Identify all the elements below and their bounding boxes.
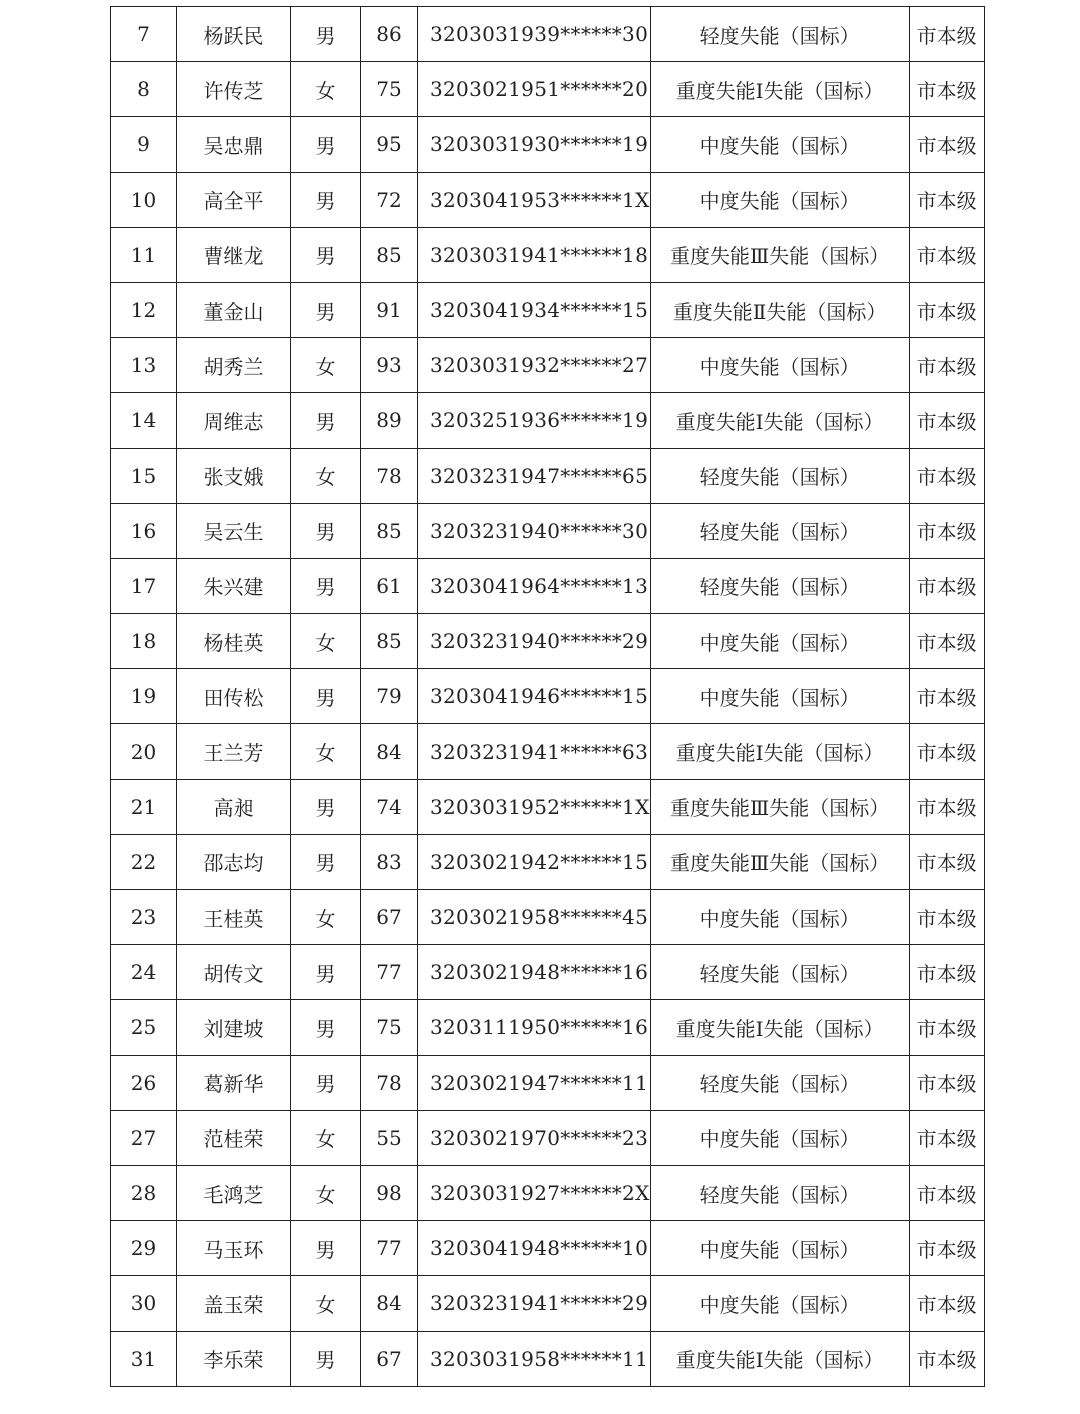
- cell-no: 21: [111, 779, 177, 834]
- cell-no: 11: [111, 227, 177, 282]
- cell-name: 高全平: [177, 172, 291, 227]
- cell-disability-level: 重度失能Ⅱ失能（国标）: [650, 282, 909, 337]
- cell-gender: 男: [291, 834, 361, 889]
- cell-jurisdiction: 市本级: [909, 503, 984, 558]
- cell-name: 王桂英: [177, 890, 291, 945]
- table-row: [111, 282, 985, 337]
- cell-jurisdiction: 市本级: [909, 448, 984, 503]
- cell-name: 刘建坡: [177, 1000, 291, 1055]
- cell-id-number: 3203031952******1X: [418, 779, 651, 834]
- cell-age: 75: [361, 62, 418, 117]
- table-row: [111, 227, 985, 282]
- cell-age: 72: [361, 172, 418, 227]
- cell-disability-level: 轻度失能（国标）: [650, 1055, 909, 1110]
- cell-gender: 男: [291, 503, 361, 558]
- cell-name: 胡秀兰: [177, 338, 291, 393]
- cell-gender: 女: [291, 448, 361, 503]
- cell-no: 9: [111, 117, 177, 172]
- table-row: [111, 62, 985, 117]
- cell-id-number: 3203031927******2X: [418, 1165, 651, 1220]
- cell-disability-level: 重度失能Ⅲ失能（国标）: [650, 779, 909, 834]
- cell-no: 8: [111, 62, 177, 117]
- cell-age: 91: [361, 282, 418, 337]
- cell-jurisdiction: 市本级: [909, 1110, 984, 1165]
- cell-id-number: 3203031930******19: [418, 117, 651, 172]
- cell-age: 61: [361, 558, 418, 613]
- cell-name: 曹继龙: [177, 227, 291, 282]
- cell-no: 16: [111, 503, 177, 558]
- cell-gender: 男: [291, 117, 361, 172]
- cell-age: 85: [361, 227, 418, 282]
- cell-age: 93: [361, 338, 418, 393]
- cell-gender: 男: [291, 172, 361, 227]
- table-row: [111, 834, 985, 889]
- cell-name: 葛新华: [177, 1055, 291, 1110]
- cell-age: 84: [361, 1276, 418, 1331]
- cell-id-number: 3203021947******11: [418, 1055, 651, 1110]
- cell-id-number: 3203231940******30: [418, 503, 651, 558]
- table-row: [111, 338, 985, 393]
- cell-no: 25: [111, 1000, 177, 1055]
- cell-jurisdiction: 市本级: [909, 62, 984, 117]
- cell-disability-level: 重度失能Ⅲ失能（国标）: [650, 227, 909, 282]
- cell-gender: 女: [291, 62, 361, 117]
- cell-disability-level: 中度失能（国标）: [650, 614, 909, 669]
- cell-age: 78: [361, 448, 418, 503]
- cell-age: 67: [361, 1331, 418, 1386]
- cell-gender: 男: [291, 779, 361, 834]
- cell-no: 29: [111, 1221, 177, 1276]
- cell-name: 杨跃民: [177, 7, 291, 62]
- cell-jurisdiction: 市本级: [909, 558, 984, 613]
- cell-age: 67: [361, 890, 418, 945]
- cell-id-number: 3203021951******20: [418, 62, 651, 117]
- cell-jurisdiction: 市本级: [909, 227, 984, 282]
- cell-disability-level: 中度失能（国标）: [650, 338, 909, 393]
- cell-age: 84: [361, 724, 418, 779]
- cell-id-number: 3203031932******27: [418, 338, 651, 393]
- cell-id-number: 3203041948******10: [418, 1221, 651, 1276]
- cell-age: 85: [361, 614, 418, 669]
- cell-gender: 女: [291, 724, 361, 779]
- cell-age: 77: [361, 945, 418, 1000]
- cell-disability-level: 中度失能（国标）: [650, 1276, 909, 1331]
- cell-no: 18: [111, 614, 177, 669]
- cell-jurisdiction: 市本级: [909, 724, 984, 779]
- cell-gender: 男: [291, 227, 361, 282]
- table-row: [111, 1110, 985, 1165]
- cell-age: 83: [361, 834, 418, 889]
- cell-id-number: 3203021942******15: [418, 834, 651, 889]
- cell-no: 23: [111, 890, 177, 945]
- cell-jurisdiction: 市本级: [909, 945, 984, 1000]
- cell-id-number: 3203041946******15: [418, 669, 651, 724]
- table-row: [111, 1331, 985, 1386]
- cell-id-number: 3203021958******45: [418, 890, 651, 945]
- cell-age: 95: [361, 117, 418, 172]
- cell-id-number: 3203031958******11: [418, 1331, 651, 1386]
- cell-no: 22: [111, 834, 177, 889]
- cell-name: 盖玉荣: [177, 1276, 291, 1331]
- cell-no: 10: [111, 172, 177, 227]
- cell-no: 28: [111, 1165, 177, 1220]
- table-row: [111, 1000, 985, 1055]
- cell-name: 张支娥: [177, 448, 291, 503]
- cell-jurisdiction: 市本级: [909, 669, 984, 724]
- cell-id-number: 3203111950******16: [418, 1000, 651, 1055]
- cell-name: 周维志: [177, 393, 291, 448]
- cell-gender: 男: [291, 558, 361, 613]
- table-row: [111, 669, 985, 724]
- cell-name: 杨桂英: [177, 614, 291, 669]
- cell-no: 30: [111, 1276, 177, 1331]
- cell-name: 田传松: [177, 669, 291, 724]
- cell-no: 13: [111, 338, 177, 393]
- cell-gender: 男: [291, 282, 361, 337]
- cell-gender: 男: [291, 945, 361, 1000]
- cell-disability-level: 轻度失能（国标）: [650, 558, 909, 613]
- table-row: [111, 724, 985, 779]
- cell-disability-level: 重度失能Ⅰ失能（国标）: [650, 724, 909, 779]
- cell-gender: 男: [291, 7, 361, 62]
- cell-id-number: 3203231940******29: [418, 614, 651, 669]
- cell-name: 马玉环: [177, 1221, 291, 1276]
- cell-name: 许传芝: [177, 62, 291, 117]
- table-row: [111, 890, 985, 945]
- cell-gender: 女: [291, 1165, 361, 1220]
- table-row: [111, 614, 985, 669]
- cell-disability-level: 轻度失能（国标）: [650, 7, 909, 62]
- cell-disability-level: 轻度失能（国标）: [650, 503, 909, 558]
- cell-disability-level: 中度失能（国标）: [650, 1221, 909, 1276]
- cell-disability-level: 轻度失能（国标）: [650, 945, 909, 1000]
- cell-disability-level: 中度失能（国标）: [650, 669, 909, 724]
- cell-age: 86: [361, 7, 418, 62]
- cell-gender: 女: [291, 614, 361, 669]
- cell-gender: 女: [291, 338, 361, 393]
- cell-no: 14: [111, 393, 177, 448]
- cell-no: 7: [111, 7, 177, 62]
- cell-disability-level: 重度失能Ⅰ失能（国标）: [650, 1000, 909, 1055]
- cell-no: 17: [111, 558, 177, 613]
- cell-jurisdiction: 市本级: [909, 834, 984, 889]
- table-row: [111, 117, 985, 172]
- cell-disability-level: 重度失能Ⅰ失能（国标）: [650, 1331, 909, 1386]
- cell-id-number: 3203041953******1X: [418, 172, 651, 227]
- table-row: [111, 1165, 985, 1220]
- cell-name: 吴忠鼎: [177, 117, 291, 172]
- table-body: [111, 7, 985, 1387]
- cell-no: 27: [111, 1110, 177, 1165]
- cell-gender: 男: [291, 1331, 361, 1386]
- cell-id-number: 3203021970******23: [418, 1110, 651, 1165]
- cell-jurisdiction: 市本级: [909, 1276, 984, 1331]
- beneficiary-table: [110, 6, 985, 1387]
- cell-id-number: 3203231941******29: [418, 1276, 651, 1331]
- table-row: [111, 1055, 985, 1110]
- cell-name: 邵志均: [177, 834, 291, 889]
- cell-no: 26: [111, 1055, 177, 1110]
- table-row: [111, 503, 985, 558]
- cell-gender: 男: [291, 669, 361, 724]
- table-row: [111, 7, 985, 62]
- cell-jurisdiction: 市本级: [909, 779, 984, 834]
- cell-disability-level: 轻度失能（国标）: [650, 1165, 909, 1220]
- cell-age: 98: [361, 1165, 418, 1220]
- cell-age: 75: [361, 1000, 418, 1055]
- cell-disability-level: 中度失能（国标）: [650, 890, 909, 945]
- table-row: [111, 393, 985, 448]
- cell-id-number: 3203041964******13: [418, 558, 651, 613]
- cell-disability-level: 中度失能（国标）: [650, 172, 909, 227]
- cell-disability-level: 中度失能（国标）: [650, 1110, 909, 1165]
- cell-jurisdiction: 市本级: [909, 338, 984, 393]
- table-row: [111, 779, 985, 834]
- cell-name: 朱兴建: [177, 558, 291, 613]
- cell-id-number: 3203231947******65: [418, 448, 651, 503]
- cell-gender: 男: [291, 1000, 361, 1055]
- table-row: [111, 945, 985, 1000]
- cell-jurisdiction: 市本级: [909, 1165, 984, 1220]
- cell-name: 胡传文: [177, 945, 291, 1000]
- table-row: [111, 558, 985, 613]
- cell-age: 77: [361, 1221, 418, 1276]
- cell-gender: 女: [291, 1110, 361, 1165]
- cell-name: 吴云生: [177, 503, 291, 558]
- cell-jurisdiction: 市本级: [909, 890, 984, 945]
- cell-name: 董金山: [177, 282, 291, 337]
- cell-age: 85: [361, 503, 418, 558]
- cell-jurisdiction: 市本级: [909, 1000, 984, 1055]
- cell-no: 19: [111, 669, 177, 724]
- cell-disability-level: 轻度失能（国标）: [650, 448, 909, 503]
- cell-jurisdiction: 市本级: [909, 1055, 984, 1110]
- cell-no: 15: [111, 448, 177, 503]
- cell-disability-level: 中度失能（国标）: [650, 117, 909, 172]
- cell-gender: 男: [291, 1221, 361, 1276]
- cell-name: 高昶: [177, 779, 291, 834]
- cell-age: 55: [361, 1110, 418, 1165]
- cell-jurisdiction: 市本级: [909, 172, 984, 227]
- cell-name: 范桂荣: [177, 1110, 291, 1165]
- cell-id-number: 3203031939******30: [418, 7, 651, 62]
- table-row: [111, 1221, 985, 1276]
- cell-no: 24: [111, 945, 177, 1000]
- cell-jurisdiction: 市本级: [909, 282, 984, 337]
- cell-age: 78: [361, 1055, 418, 1110]
- cell-no: 31: [111, 1331, 177, 1386]
- cell-jurisdiction: 市本级: [909, 1221, 984, 1276]
- cell-name: 毛鸿芝: [177, 1165, 291, 1220]
- cell-name: 王兰芳: [177, 724, 291, 779]
- cell-age: 79: [361, 669, 418, 724]
- cell-gender: 男: [291, 393, 361, 448]
- table-row: [111, 448, 985, 503]
- cell-jurisdiction: 市本级: [909, 1331, 984, 1386]
- cell-no: 12: [111, 282, 177, 337]
- cell-id-number: 3203251936******19: [418, 393, 651, 448]
- cell-id-number: 3203231941******63: [418, 724, 651, 779]
- cell-no: 20: [111, 724, 177, 779]
- cell-gender: 女: [291, 1276, 361, 1331]
- cell-age: 89: [361, 393, 418, 448]
- cell-id-number: 3203031941******18: [418, 227, 651, 282]
- cell-age: 74: [361, 779, 418, 834]
- cell-id-number: 3203021948******16: [418, 945, 651, 1000]
- cell-name: 李乐荣: [177, 1331, 291, 1386]
- cell-jurisdiction: 市本级: [909, 614, 984, 669]
- cell-gender: 女: [291, 890, 361, 945]
- cell-disability-level: 重度失能Ⅰ失能（国标）: [650, 62, 909, 117]
- table-row: [111, 172, 985, 227]
- cell-disability-level: 重度失能Ⅲ失能（国标）: [650, 834, 909, 889]
- table-row: [111, 1276, 985, 1331]
- cell-jurisdiction: 市本级: [909, 7, 984, 62]
- cell-gender: 男: [291, 1055, 361, 1110]
- cell-jurisdiction: 市本级: [909, 393, 984, 448]
- cell-id-number: 3203041934******15: [418, 282, 651, 337]
- cell-jurisdiction: 市本级: [909, 117, 984, 172]
- cell-disability-level: 重度失能Ⅰ失能（国标）: [650, 393, 909, 448]
